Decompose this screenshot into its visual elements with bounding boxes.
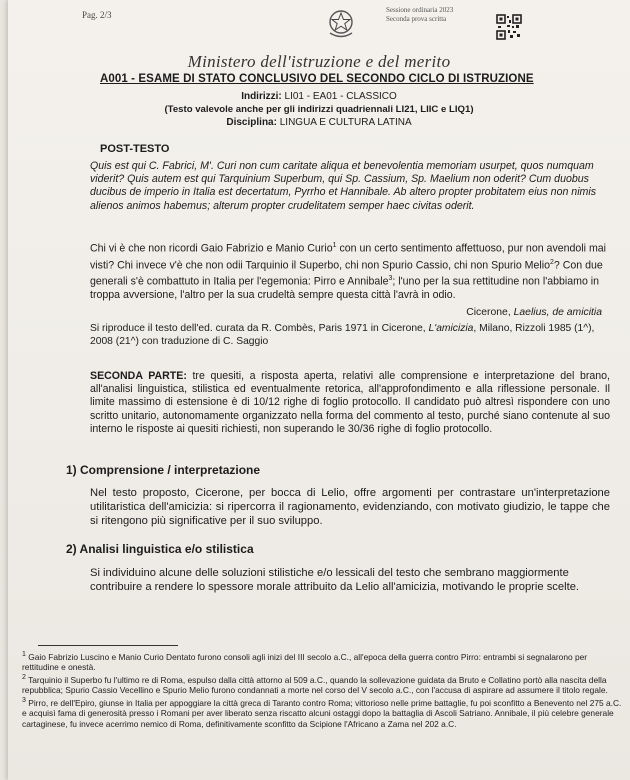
italian-republic-emblem-icon [326,6,356,45]
footnote-1 [22,650,622,673]
attribution [466,307,602,318]
seconda-parte-text: tre quesiti, a risposta aperta, relativi alle comprensione e interpretazione del brano, all'analisi linguistica, stilistica ed eventualmente retorica, all'approfondimento e alla riflessione personale. Il limite massimo di estensione è di 10/12 righe di foglio protocollo. Il candidato può altresì rispondere con uno scritto unitario, autonomamente organizzato nella forma del commento al testo, purché siano contenute al suo interno le risposte ai quesiti richiesti, non superando le 30/36 righe di foglio protocollo. [90,370,611,435]
question-1-text: Nel testo proposto, Cicerone, per bocca di Lelio, offre argomenti per contrastare un'interpretazione utilitaristica dell'amicizia: si ripercorra il ragionamento, evidenziando, con motivato giudizio, le tappe che si ritengono più significative per il suo sviluppo. [90,487,610,527]
translation-part-2: con un certo sentimento affettuoso, pur non avendoli mai visti? Chi invece v'è che non odii Tarquinio il Superbo, chi non Spurio Cassio, chi non Spurio Melio [90,242,607,272]
page-number: Pag. 2/3 [82,10,112,20]
question-2-heading: 2) Analisi linguistica e/o stilistica [66,542,254,556]
italian-translation [90,239,610,302]
translation-part-1: Chi vi è che non ricordi Gaio Fabrizio e Manio Curio [90,242,333,255]
indirizzi-label: Indirizzi: [241,91,282,102]
session-line-2: Seconda prova scritta [386,15,447,23]
latin-text: Quis est qui C. Fabrici, M'. Curi non cum caritate aliqua et benevolentia memoriam usurpet, quos numquam viderit? Quis autem est qui Tarquinium Superbum, qui Sp. Cassium, Sp. Maelium non oderit? Cum duobus ducibus de imperio in Italia est decertatum, Pyrrho et Hannibale. Ab altero propter probitatem eius non nimis alienos animos habemus; alterum propter crudelitatem semper haec civitas oderit. [90,160,597,212]
footnote-ref-1: 1 [332,242,337,249]
footnote-1-text: Gaio Fabrizio Luscino e Manio Curio Dentato furono consoli agli inizi del III secolo a.C., all'epoca della guerra contro Pirro: entrambi si segnalarono per rettitudine e onestà. [22,651,588,673]
session-line-1: Sessione ordinaria 2023 [386,6,454,14]
footnote-3-text: Pirro, re dell'Epiro, giunse in Italia per appoggiare la città greca di Taranto contro Roma; vittorioso nelle prime battaglie, fu poi sconfitto a Benevento nel 275 a.C. e acquisì fama di generosità presso i Romani per aver liberato senza riscatto alcuni ostaggi dopo la battaglia di Ascoli Satriano. Annibale, il più celebre generale cartaginese, fu invece acerrimo nemico di Roma, definitivamente sconfitto da Scipione l'Africano a Zama nel 202 a.C. [22,697,622,729]
footnote-ref-2: 2 [549,258,554,266]
question-2-text: Si individuino alcune delle soluzioni stilistiche e/o lessicali del testo che sembrano maggiormente contribuire a rendere lo spessore morale attribuito da Lelio all'amicizia, motivando le proprie scelte. [90,567,580,593]
footnotes [22,650,622,730]
translation-part-4: ; l'uno per la sua rettitudine non l'abbiamo in troppa avversione, l'altro per la sua crudeltà sempre questa città l'avrà in odio. [90,276,600,302]
disciplina-value: LINGUA E CULTURA LATINA [279,117,412,128]
translation-part-3: ? Con due generali s'è combattuto in Italia per l'egemonia: Pirro e Annibale [90,259,603,288]
indirizzi-value: LI01 - EA01 - CLASSICO [284,91,397,102]
attribution-work: Laelius, de amicitia [513,307,602,318]
source-part-2: , Milano, Rizzoli 1985 (1^), 2008 (21^) con traduzione di C. Saggio [90,323,595,347]
source-note [90,322,610,348]
post-testo-heading: POST-TESTO [100,143,170,155]
footnote-3-number: 3 [22,696,26,704]
exam-title: A001 - ESAME DI STATO CONCLUSIVO DEL SECONDO CICLO DI ISTRUZIONE [100,73,534,85]
footnote-divider [38,645,178,646]
page-header [8,0,630,58]
exam-page [8,0,630,780]
attribution-author: Cicerone, [466,307,511,318]
footnote-ref-3: 3 [388,275,393,283]
ministry-name: Ministero dell'istruzione e del merito [187,52,451,71]
session-info [386,6,453,24]
footnote-2-number: 2 [22,673,26,681]
valid-note: (Testo valevole anche per gli indirizzi quadriennali LI21, LIIC e LIQ1) [164,104,474,115]
indirizzi-line [8,91,630,102]
source-work: L'amicizia [428,323,474,334]
footnote-3 [22,696,622,730]
disciplina-label: Disciplina: [226,117,277,128]
qr-code-icon [496,14,522,45]
question-1-heading: 1) Comprensione / interpretazione [66,463,261,477]
seconda-parte-label: SECONDA PARTE: [90,370,187,382]
footnote-2 [22,673,622,696]
disciplina-line [8,117,630,128]
seconda-parte [90,370,610,436]
footnote-1-number: 1 [22,651,26,658]
footnote-2-text: Tarquinio il Superbo fu l'ultimo re di Roma, espulso dalla città attorno al 509 a.C., quando la sollevazione guidata da Bruto e Collatino portò alla nascita della repubblica; Spurio Cassio Vecellino e Spurio Melio furono condannati a morte nel corso del V secolo a.C., con l'accusa di aspirare ad assumere il titolo regale. [22,674,608,696]
source-part-1: Si riproduce il testo dell'ed. curata da R. Combès, Paris 1971 in Cicerone, [90,323,426,334]
